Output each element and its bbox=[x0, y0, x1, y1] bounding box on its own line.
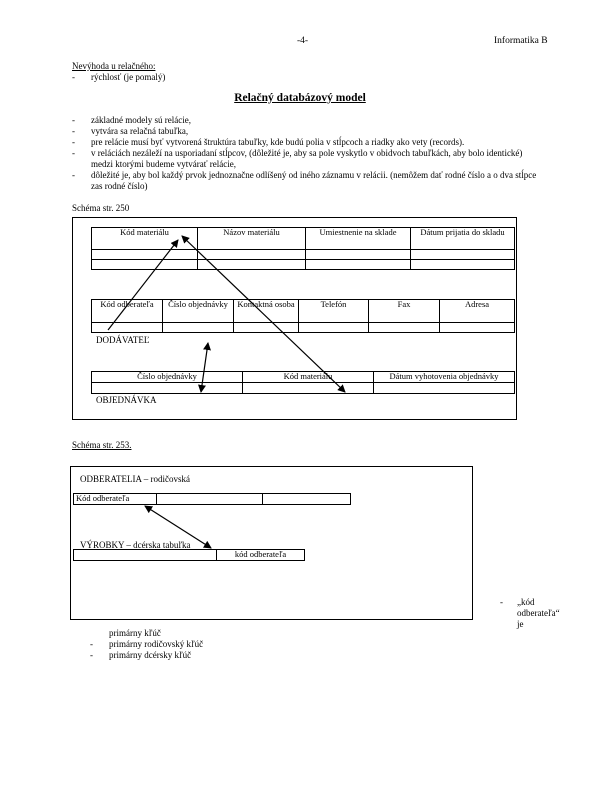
table-header: Dátum prijatia do skladu bbox=[411, 228, 515, 250]
list-item: - pre relácie musí byť vytvorená štruktúra tabuľky, kde budú polia v stĺpcoch a riadky ako vety (records). bbox=[72, 137, 542, 148]
list-item: - vytvára sa relačná tabuľka, bbox=[72, 126, 542, 137]
key-text: primárny dcérsky kľúč bbox=[109, 650, 192, 660]
table-header: Názov materiálu bbox=[198, 228, 306, 250]
table-header: Fax bbox=[369, 300, 440, 323]
arrow-material-relation bbox=[182, 236, 345, 392]
table-header: Dátum vyhotovenia objednávky bbox=[374, 372, 515, 383]
key-text: primárny rodičovský kľúč bbox=[109, 639, 204, 649]
list-item: - základné modely sú relácie, bbox=[72, 115, 542, 126]
orders-table-name: OBJEDNÁVKA bbox=[96, 395, 157, 405]
page-number: -4- bbox=[297, 36, 309, 46]
table-header: Umiestnenie na sklade bbox=[306, 228, 411, 250]
side-note-dash: - bbox=[500, 597, 503, 607]
schema-253-label: Schéma str. 253. bbox=[72, 440, 132, 450]
side-note-text: „kód odberateľa“ je bbox=[517, 597, 560, 629]
table-header: Kód materiálu bbox=[243, 372, 374, 383]
table-header: Číslo objednávky bbox=[163, 300, 234, 323]
child-key-cell: kód odberateľa bbox=[217, 550, 305, 561]
bullet-text: základné modely sú relácie, bbox=[91, 115, 191, 125]
list-item: - dôležité je, aby bol každý prvok jednoznačne odlíšený od iného záznamu v relácii. (nemôžem dať rodné číslo a o dva stĺpce zas rodné číslo) bbox=[72, 170, 542, 192]
child-table-title: VÝROBKY – dcérska tabuľka bbox=[80, 540, 191, 550]
table-header: Kód materiálu bbox=[92, 228, 198, 250]
bullet-text: pre relácie musí byť vytvorená štruktúra tabuľky, kde budú polia v stĺpcoch a riadky ako vety (records). bbox=[91, 137, 465, 147]
table-header: Kód odberateľa bbox=[92, 300, 163, 323]
disadvantage-title: Nevýhoda u relačného: bbox=[72, 61, 156, 71]
bullet-text: vytvára sa relačná tabuľka, bbox=[91, 126, 189, 136]
key-text: primárny kľúč bbox=[109, 628, 161, 638]
parent-table-title: ODBERATELIA – rodičovská bbox=[80, 474, 190, 484]
list-item: - primárny rodičovský kľúč bbox=[90, 639, 204, 649]
bullet-text: dôležité je, aby bol každý prvok jednoznačne odlíšený od iného záznamu v relácii. (nemôžem dať rodné číslo a o dva stĺpce zas rodné číslo) bbox=[91, 170, 537, 191]
arrow-parent-child bbox=[145, 506, 211, 548]
bullet-text: v reláciách nezáleží na usporiadaní stĺpcov, (dôležité je, aby sa pole vyskytlo v obidvoch tabuľkách, aby bolo identické) medzi ktorými budeme vytvárať relácie, bbox=[91, 148, 523, 169]
list-item: - primárny dcérsky kľúč bbox=[90, 650, 192, 660]
page-title: Relačný databázový model bbox=[234, 92, 366, 104]
suppliers-table-name: DODÁVATEĽ bbox=[96, 335, 150, 345]
table-header: Číslo objednávky bbox=[92, 372, 243, 383]
disadvantage-text: rýchlosť (je pomalý) bbox=[91, 72, 166, 82]
table-header: Kontaktná osoba bbox=[234, 300, 299, 323]
arrow-supplier-to-materials bbox=[108, 240, 178, 330]
subject-header: Informatika B bbox=[494, 36, 548, 46]
table-header: Telefón bbox=[299, 300, 369, 323]
parent-key-cell: Kód odberateľa bbox=[74, 494, 157, 505]
table-header: Adresa bbox=[440, 300, 515, 323]
list-dash: - bbox=[72, 72, 75, 82]
arrow-order-relation bbox=[201, 343, 208, 392]
list-item: - v reláciách nezáleží na usporiadaní stĺpcov, (dôležité je, aby sa pole vyskytlo v obidvoch tabuľkách, aby bolo identické) medzi ktorými budeme vytvárať relácie, bbox=[72, 148, 542, 170]
schema-250-label: Schéma str. 250 bbox=[72, 203, 130, 213]
